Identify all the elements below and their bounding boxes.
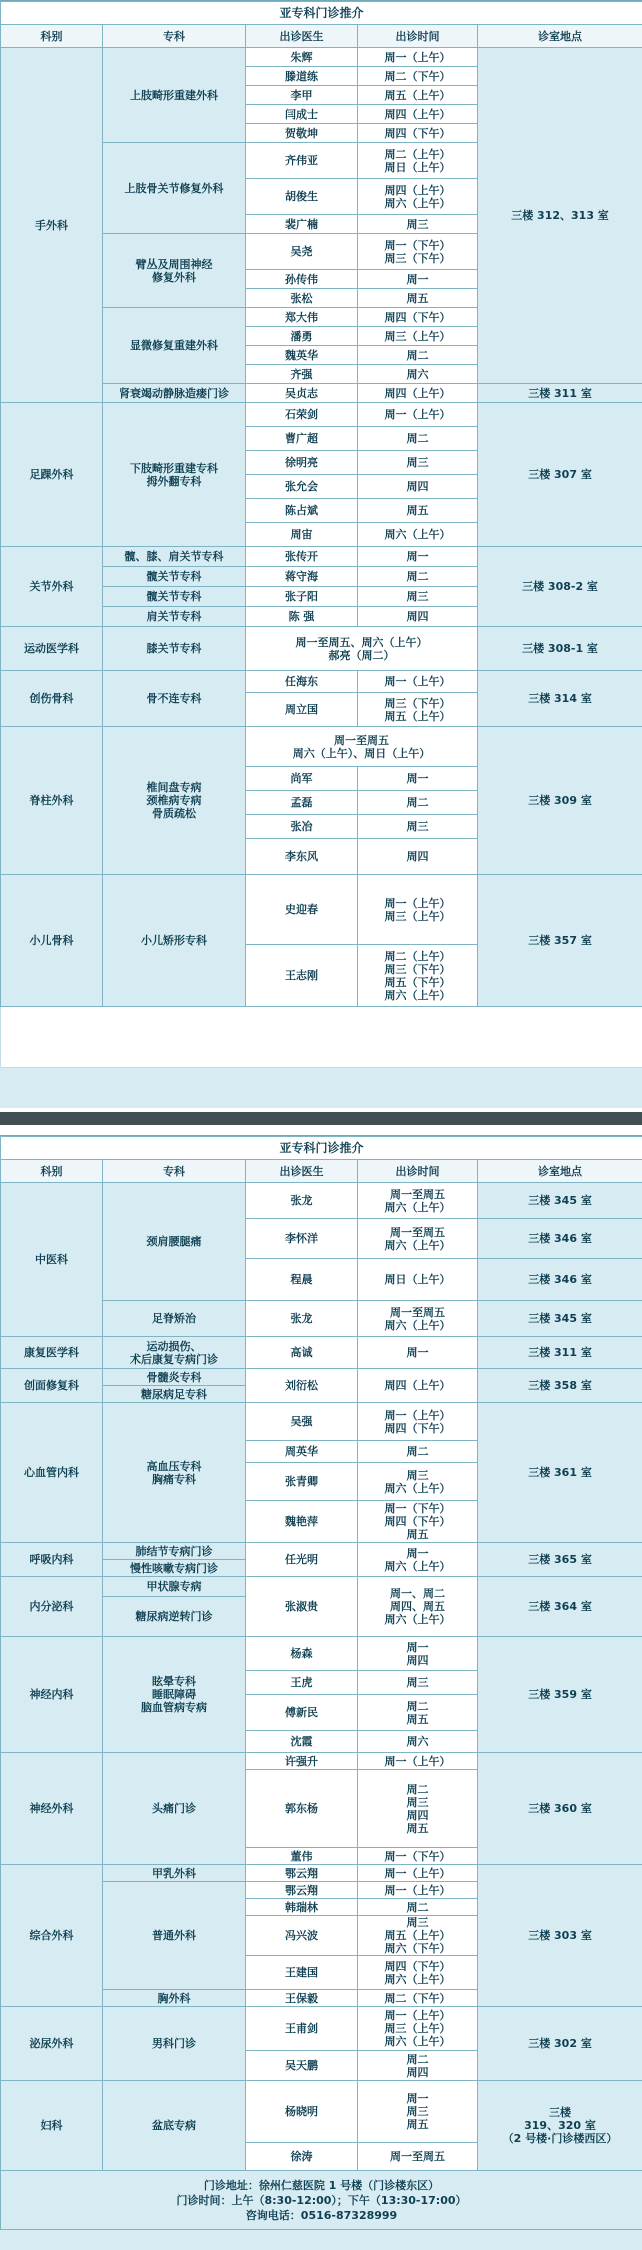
doctor-cell: 李东风 <box>246 839 358 875</box>
doctor-cell: 王志刚 <box>246 945 358 1007</box>
room-cell: 三楼 346 室 <box>478 1219 642 1259</box>
doctor-cell: 孙传伟 <box>246 270 358 289</box>
doctor-cell: 冯兴波 <box>246 1916 358 1956</box>
room-cell: 三楼 314 室 <box>478 671 642 727</box>
room-cell: 三楼 312、313 室 <box>478 48 642 384</box>
time-cell: 周一至周五 <box>358 2143 478 2171</box>
schedule-table-2 <box>0 1136 642 2230</box>
doctor-cell: 周英华 <box>246 1441 358 1463</box>
specialty-cell: 颈肩腰腿痛 <box>103 1183 246 1301</box>
dept-cell: 关节外科 <box>1 547 103 627</box>
table-row <box>1 671 642 693</box>
doctor-cell: 张松 <box>246 289 358 308</box>
table-row <box>1 627 642 671</box>
room-cell: 三楼 364 室 <box>478 1577 642 1637</box>
schedule-table-1 <box>0 1 642 1068</box>
footer-phone: 咨询电话：0516-87328999 <box>246 2209 397 2222</box>
time-cell: 周二 周四 <box>358 2051 478 2081</box>
header-room: 诊室地点 <box>478 1160 642 1183</box>
doctor-cell: 周宙 <box>246 523 358 547</box>
table-title: 亚专科门诊推介 <box>1 1137 642 1160</box>
doctor-cell: 王虎 <box>246 1671 358 1695</box>
time-cell: 周一（下午） <box>358 1848 478 1865</box>
time-cell: 周四（下午） <box>358 124 478 143</box>
table-header-row <box>1 1160 642 1183</box>
table-row <box>1 2081 642 2143</box>
doctor-cell: 王建国 <box>246 1956 358 1990</box>
doctor-cell: 张淑贵 <box>246 1577 358 1637</box>
dept-cell: 创伤骨科 <box>1 671 103 727</box>
room-cell: 三楼 346 室 <box>478 1259 642 1301</box>
specialty-cell: 胸外科 <box>103 1990 246 2007</box>
schedule-sheet-2 <box>0 1135 642 2250</box>
specialty-cell: 慢性咳嗽专病门诊 <box>103 1560 246 1577</box>
time-cell: 周四（上午） 周六（上午） <box>358 179 478 215</box>
room-cell: 三楼 358 室 <box>478 1369 642 1403</box>
doctor-cell: 魏英华 <box>246 346 358 365</box>
doctor-cell: 杨晓明 <box>246 2081 358 2143</box>
specialty-cell: 小儿矫形专科 <box>103 875 246 1007</box>
page-divider <box>0 1112 642 1125</box>
specialty-cell: 糖尿病逆转门诊 <box>103 1597 246 1637</box>
time-cell: 周二 <box>358 791 478 815</box>
time-cell: 周四 <box>358 475 478 499</box>
doctor-cell: 李甲 <box>246 86 358 105</box>
time-cell: 周三 <box>358 215 478 234</box>
time-cell: 周二（下午） <box>358 67 478 86</box>
time-cell: 周一、周二 周四、周五 周六（上午） <box>358 1577 478 1637</box>
schedule-sheet-1 <box>0 0 642 1109</box>
doctor-cell: 张允会 <box>246 475 358 499</box>
table-row <box>1 547 642 567</box>
specialty-cell: 运动损伤、 术后康复专病门诊 <box>103 1337 246 1369</box>
room-cell: 三楼 308-1 室 <box>478 627 642 671</box>
header-specialty: 专科 <box>103 1160 246 1183</box>
table-row <box>1 1577 642 1597</box>
doctor-cell: 周立国 <box>246 693 358 727</box>
specialty-cell: 椎间盘专病 颈椎病专病 骨质疏松 <box>103 727 246 875</box>
doctor-cell: 王保毅 <box>246 1990 358 2007</box>
time-cell: 周五 <box>358 289 478 308</box>
time-cell: 周五 <box>358 499 478 523</box>
doctor-cell: 吴天鹏 <box>246 2051 358 2081</box>
doctor-cell: 沈霞 <box>246 1731 358 1753</box>
doctor-cell: 郭东杨 <box>246 1770 358 1848</box>
doctor-cell: 陈 强 <box>246 607 358 627</box>
specialty-cell: 骨不连专科 <box>103 671 246 727</box>
doctor-cell: 高诚 <box>246 1337 358 1369</box>
doctor-cell: 史迎春 <box>246 875 358 945</box>
footer-hours: 门诊时间：上午（8:30-12:00）；下午（13:30-17:00） <box>176 2194 466 2207</box>
room-cell: 三楼 308-2 室 <box>478 547 642 627</box>
header-doctor: 出诊医生 <box>246 1160 358 1183</box>
dept-cell: 内分泌科 <box>1 1577 103 1637</box>
doctor-cell: 石荣剑 <box>246 403 358 427</box>
doctor-cell: 傅新民 <box>246 1695 358 1731</box>
table-row <box>1 1753 642 1770</box>
doctor-cell: 吴贞志 <box>246 384 358 403</box>
time-cell: 周三（上午） <box>358 327 478 346</box>
time-cell: 周二 <box>358 567 478 587</box>
room-cell: 三楼 311 室 <box>478 384 642 403</box>
time-cell: 周一（上午） <box>358 48 478 67</box>
time-cell: 周三 <box>358 587 478 607</box>
dept-cell: 综合外科 <box>1 1865 103 2007</box>
time-cell: 周二（下午） <box>358 1990 478 2007</box>
doctor-cell: 吴强 <box>246 1403 358 1441</box>
time-cell: 周二 周三 周四 周五 <box>358 1770 478 1848</box>
doctor-cell: 闫成士 <box>246 105 358 124</box>
time-cell: 周二（上午） 周日（上午） <box>358 143 478 179</box>
time-cell: 周一至周五 周六（上午） <box>358 1219 478 1259</box>
specialty-cell: 肾衰竭动静脉造瘘门诊 <box>103 384 246 403</box>
doctor-cell: 尚军 <box>246 767 358 791</box>
specialty-cell: 肺结节专病门诊 <box>103 1543 246 1560</box>
time-cell: 周一（上午） <box>358 1882 478 1899</box>
dept-cell: 神经内科 <box>1 1637 103 1753</box>
specialty-cell: 头痛门诊 <box>103 1753 246 1865</box>
time-cell: 周一 <box>358 270 478 289</box>
time-cell: 周一 周四 <box>358 1637 478 1671</box>
time-cell: 周四（上午） <box>358 384 478 403</box>
table-title: 亚专科门诊推介 <box>1 2 642 25</box>
doctor-cell: 齐强 <box>246 365 358 384</box>
doctor-cell: 徐明亮 <box>246 451 358 475</box>
time-cell: 周一（下午） 周三（下午） <box>358 234 478 270</box>
time-cell: 周一（上午） <box>358 671 478 693</box>
header-specialty: 专科 <box>103 25 246 48</box>
room-cell: 三楼 365 室 <box>478 1543 642 1577</box>
time-cell: 周日（上午） <box>358 1259 478 1301</box>
room-cell: 三楼 302 室 <box>478 2007 642 2081</box>
time-cell: 周三 <box>358 451 478 475</box>
doctor-cell: 徐涛 <box>246 2143 358 2171</box>
doctor-cell: 张青卿 <box>246 1463 358 1501</box>
doctor-cell: 齐伟亚 <box>246 143 358 179</box>
doctor-cell: 滕道练 <box>246 67 358 86</box>
time-cell: 周三 周六（上午） <box>358 1463 478 1501</box>
time-cell: 周一至周五、周六（上午） 郝亮（周二） <box>246 627 478 671</box>
dept-cell: 脊柱外科 <box>1 727 103 875</box>
doctor-cell: 张龙 <box>246 1183 358 1219</box>
dept-cell: 小儿骨科 <box>1 875 103 1007</box>
table-row <box>1 48 642 67</box>
time-cell: 周一 周三 周五 <box>358 2081 478 2143</box>
doctor-cell: 裴广楠 <box>246 215 358 234</box>
table-title-row <box>1 2 642 25</box>
time-cell: 周二 <box>358 427 478 451</box>
doctor-cell: 韩瑞林 <box>246 1899 358 1916</box>
time-cell: 周一（下午） 周四（下午） 周五 <box>358 1501 478 1543</box>
time-cell: 周一（上午） 周四（下午） <box>358 1403 478 1441</box>
time-cell: 周一至周五 周六（上午） <box>358 1183 478 1219</box>
time-cell: 周一（上午） <box>358 403 478 427</box>
room-cell: 三楼 309 室 <box>478 727 642 875</box>
dept-cell: 妇科 <box>1 2081 103 2171</box>
blank-row <box>1 1007 642 1068</box>
dept-cell: 心血管内科 <box>1 1403 103 1543</box>
doctor-cell: 鄂云翔 <box>246 1882 358 1899</box>
dept-cell: 创面修复科 <box>1 1369 103 1403</box>
doctor-cell: 蒋守海 <box>246 567 358 587</box>
dept-cell: 中医科 <box>1 1183 103 1337</box>
room-cell: 三楼 345 室 <box>478 1301 642 1337</box>
table-row <box>1 1865 642 1882</box>
doctor-cell: 张冶 <box>246 815 358 839</box>
table-row <box>1 1369 642 1386</box>
room-cell: 三楼 303 室 <box>478 1865 642 2007</box>
dept-cell: 运动医学科 <box>1 627 103 671</box>
room-cell: 三楼 311 室 <box>478 1337 642 1369</box>
header-time: 出诊时间 <box>358 1160 478 1183</box>
table-row <box>1 403 642 427</box>
specialty-cell: 骨髓炎专科 <box>103 1369 246 1386</box>
doctor-cell: 任海东 <box>246 671 358 693</box>
time-cell: 周一 <box>358 547 478 567</box>
time-cell: 周四（上午） <box>358 105 478 124</box>
table-row <box>1 875 642 945</box>
table-header-row <box>1 25 642 48</box>
doctor-cell: 陈占斌 <box>246 499 358 523</box>
doctor-cell: 孟磊 <box>246 791 358 815</box>
specialty-cell: 膝关节专科 <box>103 627 246 671</box>
time-cell: 周一（上午） <box>358 1753 478 1770</box>
dept-cell: 手外科 <box>1 48 103 403</box>
room-cell: 三楼 359 室 <box>478 1637 642 1753</box>
time-cell: 周一至周五 周六（上午）、周日（上午） <box>246 727 478 767</box>
specialty-cell: 臂丛及周围神经 修复外科 <box>103 234 246 308</box>
room-cell: 三楼 360 室 <box>478 1753 642 1865</box>
doctor-cell: 吴尧 <box>246 234 358 270</box>
time-cell: 周三 周五（上午） 周六（下午） <box>358 1916 478 1956</box>
room-cell: 三楼 307 室 <box>478 403 642 547</box>
doctor-cell: 董伟 <box>246 1848 358 1865</box>
doctor-cell: 王甫剑 <box>246 2007 358 2051</box>
specialty-cell: 上肢畸形重建外科 <box>103 48 246 143</box>
table-row <box>1 1403 642 1441</box>
doctor-cell: 胡俊生 <box>246 179 358 215</box>
room-cell: 三楼 357 室 <box>478 875 642 1007</box>
doctor-cell: 许强升 <box>246 1753 358 1770</box>
doctor-cell: 张传开 <box>246 547 358 567</box>
doctor-cell: 朱辉 <box>246 48 358 67</box>
dept-cell: 呼吸内科 <box>1 1543 103 1577</box>
specialty-cell: 糖尿病足专科 <box>103 1386 246 1403</box>
time-cell: 周一（上午） <box>358 1865 478 1882</box>
time-cell: 周五（上午） <box>358 86 478 105</box>
specialty-cell: 甲状腺专病 <box>103 1577 246 1597</box>
time-cell: 周四 <box>358 607 478 627</box>
dept-cell: 足踝外科 <box>1 403 103 547</box>
table-row <box>1 727 642 767</box>
specialty-cell: 髋关节专科 <box>103 587 246 607</box>
footer-row <box>1 2171 642 2230</box>
dept-cell: 康复医学科 <box>1 1337 103 1369</box>
doctor-cell: 杨森 <box>246 1637 358 1671</box>
table-row <box>1 1637 642 1671</box>
dept-cell: 神经外科 <box>1 1753 103 1865</box>
footer-info <box>1 2171 642 2230</box>
specialty-cell: 足脊矫治 <box>103 1301 246 1337</box>
doctor-cell: 李怀洋 <box>246 1219 358 1259</box>
time-cell: 周二 <box>358 1899 478 1916</box>
time-cell: 周六 <box>358 1731 478 1753</box>
time-cell: 周四（上午） <box>358 1369 478 1403</box>
doctor-cell: 魏艳萍 <box>246 1501 358 1543</box>
dept-cell: 泌尿外科 <box>1 2007 103 2081</box>
doctor-cell: 曹广超 <box>246 427 358 451</box>
table-row <box>1 2007 642 2051</box>
room-cell: 三楼 319、320 室 （2 号楼·门诊楼西区） <box>478 2081 642 2171</box>
time-cell: 周一 <box>358 767 478 791</box>
time-cell: 周六（上午） <box>358 523 478 547</box>
header-dept: 科别 <box>1 1160 103 1183</box>
time-cell: 周三 <box>358 815 478 839</box>
time-cell: 周二（上午） 周三（下午） 周五（下午） 周六（上午） <box>358 945 478 1007</box>
table-row <box>1 1337 642 1369</box>
doctor-cell: 刘衍松 <box>246 1369 358 1403</box>
footer-address: 门诊地址：徐州仁慈医院 1 号楼（门诊楼东区） <box>204 2179 439 2192</box>
header-dept: 科别 <box>1 25 103 48</box>
time-cell: 周四（下午） <box>358 308 478 327</box>
header-time: 出诊时间 <box>358 25 478 48</box>
time-cell: 周四（下午） 周六（上午） <box>358 1956 478 1990</box>
doctor-cell: 任光明 <box>246 1543 358 1577</box>
time-cell: 周一 周六（上午） <box>358 1543 478 1577</box>
blank-cell <box>1 1007 642 1068</box>
doctor-cell: 张龙 <box>246 1301 358 1337</box>
specialty-cell: 男科门诊 <box>103 2007 246 2081</box>
specialty-cell: 高血压专科 胸痛专科 <box>103 1403 246 1543</box>
specialty-cell: 甲乳外科 <box>103 1865 246 1882</box>
room-cell: 三楼 345 室 <box>478 1183 642 1219</box>
header-doctor: 出诊医生 <box>246 25 358 48</box>
specialty-cell: 下肢畸形重建专科 拇外翻专科 <box>103 403 246 547</box>
time-cell: 周一至周五 周六（上午） <box>358 1301 478 1337</box>
specialty-cell: 普通外科 <box>103 1882 246 1990</box>
doctor-cell: 郑大伟 <box>246 308 358 327</box>
time-cell: 周二 <box>358 346 478 365</box>
room-cell: 三楼 361 室 <box>478 1403 642 1543</box>
time-cell: 周一（上午） 周三（上午） <box>358 875 478 945</box>
specialty-cell: 肩关节专科 <box>103 607 246 627</box>
doctor-cell: 贺敬坤 <box>246 124 358 143</box>
specialty-cell: 髋关节专科 <box>103 567 246 587</box>
specialty-cell: 盆底专病 <box>103 2081 246 2171</box>
time-cell: 周二 <box>358 1441 478 1463</box>
time-cell: 周二 周五 <box>358 1695 478 1731</box>
specialty-cell: 上肢骨关节修复外科 <box>103 143 246 234</box>
table-row <box>1 1183 642 1219</box>
doctor-cell: 程晨 <box>246 1259 358 1301</box>
doctor-cell: 潘勇 <box>246 327 358 346</box>
doctor-cell: 张子阳 <box>246 587 358 607</box>
doctor-cell: 鄂云翔 <box>246 1865 358 1882</box>
time-cell: 周四 <box>358 839 478 875</box>
header-room: 诊室地点 <box>478 25 642 48</box>
table-title-row <box>1 1137 642 1160</box>
time-cell: 周六 <box>358 365 478 384</box>
specialty-cell: 显微修复重建外科 <box>103 308 246 384</box>
table-row <box>1 1543 642 1560</box>
time-cell: 周一 <box>358 1337 478 1369</box>
specialty-cell: 眩晕专科 睡眠障碍 脑血管病专病 <box>103 1637 246 1753</box>
time-cell: 周一（上午） 周三（上午） 周六（上午） <box>358 2007 478 2051</box>
time-cell: 周三（下午） 周五（上午） <box>358 693 478 727</box>
time-cell: 周三 <box>358 1671 478 1695</box>
specialty-cell: 髋、膝、肩关节专科 <box>103 547 246 567</box>
